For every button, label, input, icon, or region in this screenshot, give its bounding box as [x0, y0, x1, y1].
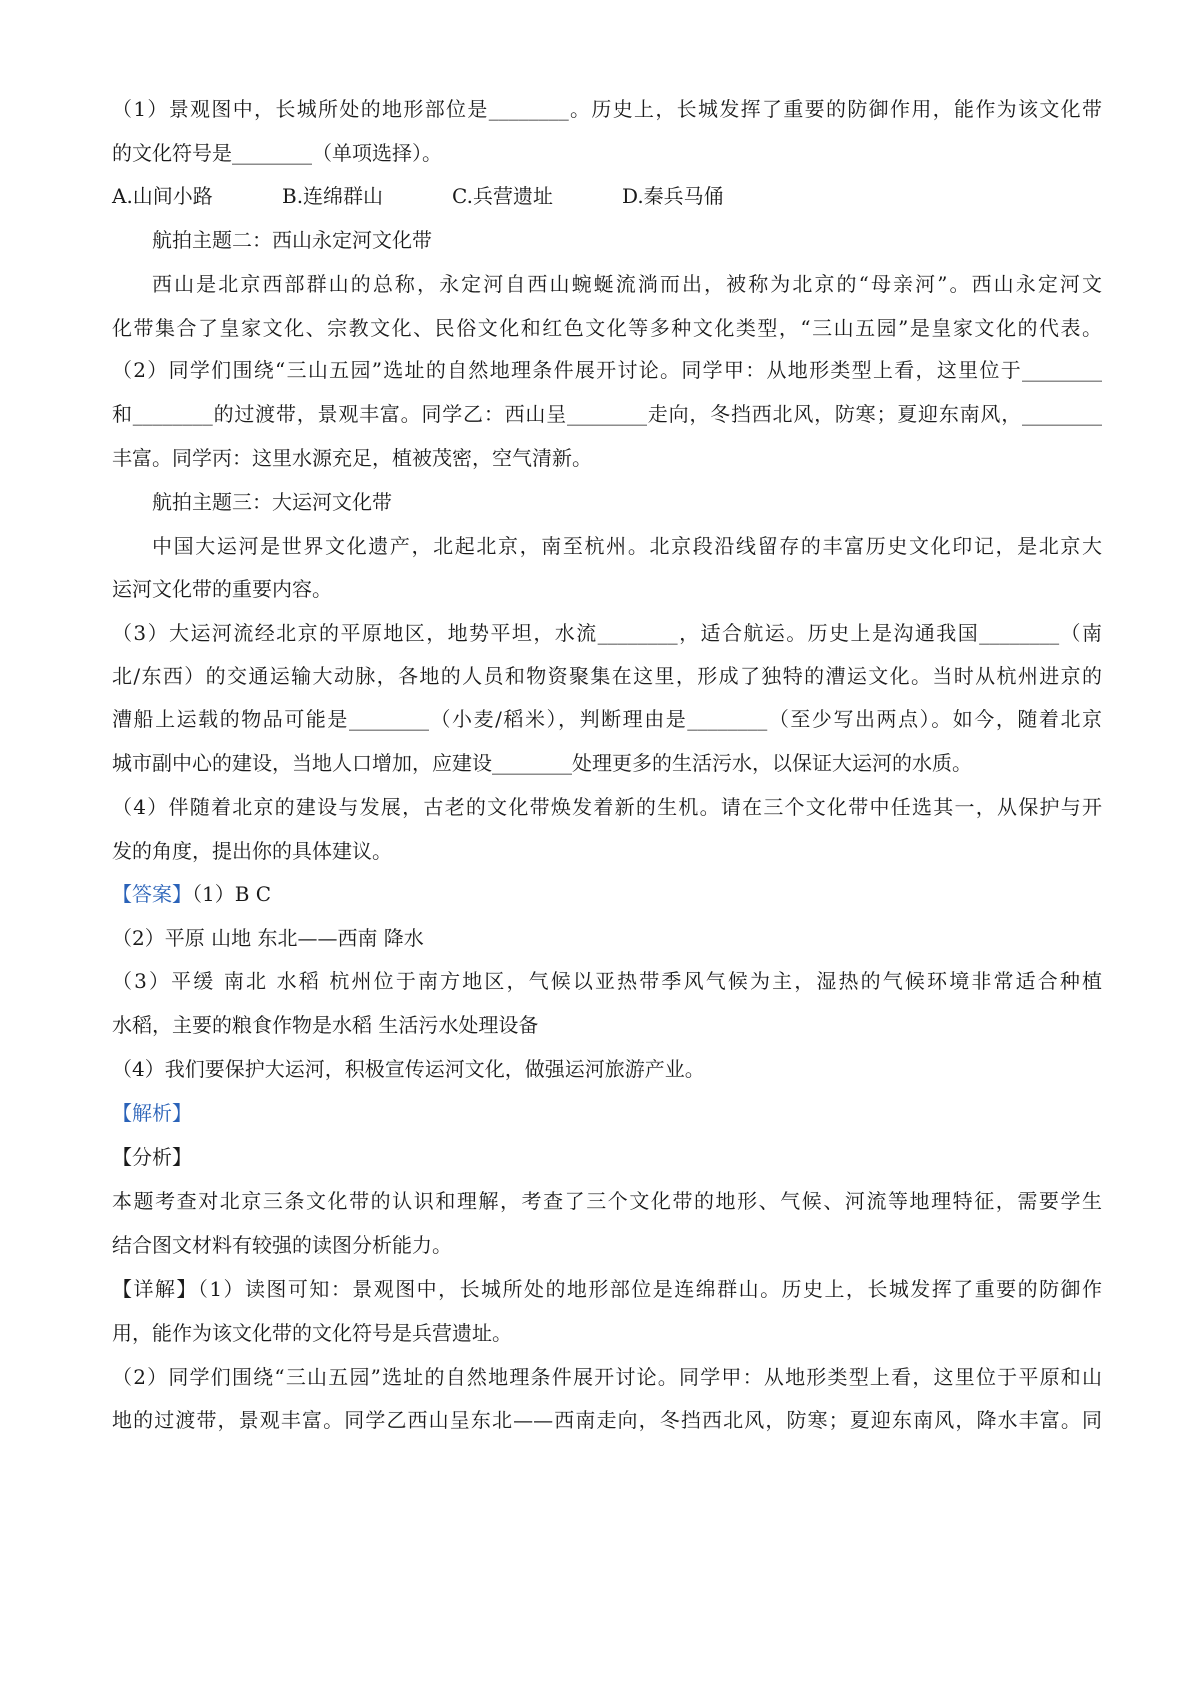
option-a: A.山间小路 — [112, 184, 213, 208]
q2-line-3: 丰富。同学丙：这里水源充足，植被茂密，空气清新。 — [112, 446, 592, 470]
detail-1-text: （1）读图可知：景观图中，长城所处的地形部位是连绵群山。历史上，长城发挥了重要的防御作 — [197, 1277, 1102, 1301]
answer-2: （2）平原 山地 东北——西南 降水 — [112, 926, 424, 950]
theme2-title: 航拍主题二：西山永定河文化带 — [152, 228, 432, 252]
analysis-label: 【解析】 — [112, 1101, 192, 1125]
answer-4: （4）我们要保护大运河，积极宣传运河文化，做强运河旅游产业。 — [112, 1057, 705, 1081]
q3-line-1: （3）大运河流经北京的平原地区，地势平坦，水流________，适合航运。历史上是沟通我国________（南 — [112, 621, 1102, 645]
q3-line-3: 漕船上运载的物品可能是________（小麦/稻米），判断理由是________（至少写出两点）。如今，随着北京 — [112, 707, 1102, 731]
answer-label: 【答案】 — [112, 882, 192, 906]
detail-2-line-1: （2）同学们围绕“三山五园”选址的自然地理条件展开讨论。同学甲：从地形类型上看，这里位于平原和山 — [112, 1365, 1102, 1389]
theme3-title: 航拍主题三：大运河文化带 — [152, 490, 392, 514]
option-d: D.秦兵马俑 — [622, 184, 724, 208]
theme2-desc-line-2: 化带集合了皇家文化、宗教文化、民俗文化和红色文化等多种文化类型，“三山五园”是皇家文化的代表。 — [112, 316, 1102, 340]
theme3-desc-line-2: 运河文化带的重要内容。 — [112, 577, 332, 601]
q2-line-1: （2）同学们围绕“三山五园”选址的自然地理条件展开讨论。同学甲：从地形类型上看，这里位于________ — [112, 358, 1102, 382]
detail-line-1 — [112, 1275, 1102, 1303]
theme3-desc-line-1: 中国大运河是世界文化遗产，北起北京，南至杭州。北京段沿线留存的丰富历史文化印记，是北京大 — [152, 534, 1102, 558]
detail-2-line-2: 地的过渡带，景观丰富。同学乙西山呈东北——西南走向，冬挡西北风，防寒；夏迎东南风，降水丰富。同 — [112, 1408, 1102, 1432]
q2-line-2: 和________的过渡带，景观丰富。同学乙：西山呈________走向，冬挡西北风，防寒；夏迎东南风，________ — [112, 402, 1102, 426]
answer-line-1 — [112, 880, 1102, 908]
q4-line-2: 发的角度，提出你的具体建议。 — [112, 839, 392, 863]
detail-label: 【详解】 — [112, 1277, 198, 1301]
q4-line-1: （4）伴随着北京的建设与发展，古老的文化带焕发着新的生机。请在三个文化带中任选其一，从保护与开 — [112, 795, 1102, 819]
q1-line-2: 的文化符号是________（单项选择）。 — [112, 141, 442, 165]
q3-line-2: 北/东西）的交通运输大动脉，各地的人员和物资聚集在这里，形成了独特的漕运文化。当时从杭州进京的 — [112, 664, 1102, 688]
q3-line-4: 城市副中心的建设，当地人口增加，应建设________处理更多的生活污水，以保证大运河的水质。 — [112, 751, 972, 775]
fenxi-label: 【分析】 — [112, 1145, 192, 1169]
option-b: B.连绵群山 — [282, 184, 384, 208]
answer-1: （1）B C — [192, 882, 272, 906]
theme2-desc-line-1: 西山是北京西部群山的总称，永定河自西山蜿蜒流淌而出，被称为北京的“母亲河”。西山永定河文 — [152, 272, 1102, 296]
option-c: C.兵营遗址 — [452, 184, 553, 208]
fenxi-line-2: 结合图文材料有较强的读图分析能力。 — [112, 1233, 452, 1257]
fenxi-line-1: 本题考查对北京三条文化带的认识和理解，考查了三个文化带的地形、气候、河流等地理特征，需要学生 — [112, 1189, 1102, 1213]
answer-3-line-2: 水稻，主要的粮食作物是水稻 生活污水处理设备 — [112, 1013, 539, 1037]
answer-3-line-1: （3）平缓 南北 水稻 杭州位于南方地区，气候以亚热带季风气候为主，湿热的气候环境非常适合种植 — [112, 969, 1102, 993]
detail-1-line-2: 用，能作为该文化带的文化符号是兵营遗址。 — [112, 1321, 512, 1345]
q1-line-1: （1）景观图中，长城所处的地形部位是________。历史上，长城发挥了重要的防御作用，能作为该文化带 — [112, 97, 1102, 121]
